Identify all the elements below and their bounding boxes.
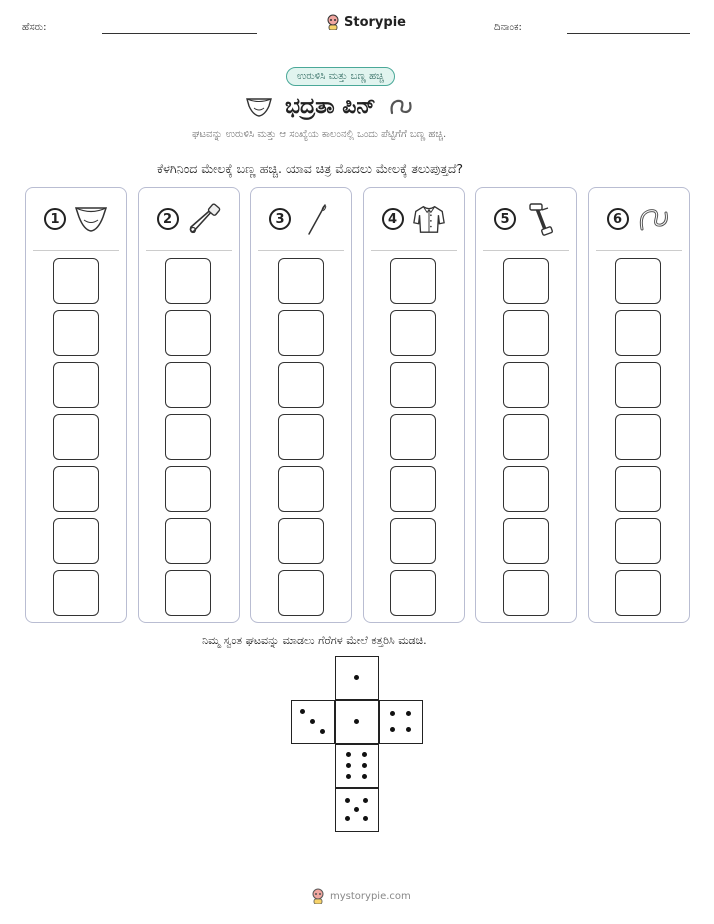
dice-pip [320, 729, 325, 734]
fold-instruction: ನಿಮ್ಮ ಸ್ವಂತ ಘಟವನ್ನು ಮಾಡಲು ಗೆರೆಗಳ ಮೇಲೆ ಕತ್ತರಿಸಿ ಮಡಚಿ. [202, 634, 427, 647]
dice-pip [300, 709, 305, 714]
color-box[interactable] [278, 518, 324, 564]
color-box[interactable] [503, 310, 549, 356]
column-number: 4 [382, 208, 404, 230]
column-divider [146, 250, 232, 251]
color-box[interactable] [615, 570, 661, 616]
color-box[interactable] [615, 362, 661, 408]
color-box[interactable] [390, 258, 436, 304]
column-divider [596, 250, 682, 251]
title-text: ಭದ್ರತಾ ಪಿನ್ [285, 94, 376, 119]
color-box[interactable] [615, 518, 661, 564]
dice-face [335, 700, 379, 744]
column-divider [33, 250, 119, 251]
color-box[interactable] [165, 414, 211, 460]
color-box[interactable] [165, 570, 211, 616]
name-line[interactable] [102, 33, 257, 34]
color-box[interactable] [390, 518, 436, 564]
safety-pin-icon [187, 202, 221, 236]
dice-pip [345, 798, 350, 803]
brand-logo [326, 14, 406, 30]
color-box[interactable] [615, 310, 661, 356]
color-box[interactable] [53, 362, 99, 408]
mascot-icon [326, 14, 340, 30]
column-3 [250, 187, 352, 623]
column-4 [363, 187, 465, 623]
question: ಕೆಳಗಿನಿಂದ ಮೇಲಕ್ಕೆ ಬಣ್ಣ ಹಚ್ಚಿ. ಯಾವ ಚಿತ್ರ ಮೊದಲು ಮೇಲಕ್ಕೆ ತಲುಪುತ್ತದೆ? [157, 161, 464, 176]
column-divider [483, 250, 569, 251]
brand-name: Storypie [344, 14, 406, 30]
mascot-icon [311, 888, 325, 904]
column-number: 1 [44, 208, 66, 230]
color-box[interactable] [503, 466, 549, 512]
needle-icon [299, 202, 333, 236]
dice-pip [390, 711, 395, 716]
color-box[interactable] [165, 362, 211, 408]
color-box[interactable] [390, 570, 436, 616]
color-box[interactable] [503, 570, 549, 616]
name-label: ಹೆಸರು: [22, 22, 47, 33]
dice-pip [362, 763, 367, 768]
dice-pip [362, 752, 367, 757]
dice-pip [406, 711, 411, 716]
date-label: ದಿನಾಂಕ: [494, 22, 522, 33]
color-box[interactable] [390, 362, 436, 408]
color-box[interactable] [390, 310, 436, 356]
column-header [26, 188, 126, 250]
page-title [245, 94, 414, 119]
column-2 [138, 187, 240, 623]
diaper-icon [74, 202, 108, 236]
column-header [476, 188, 576, 250]
clamp-icon [524, 202, 558, 236]
column-header [251, 188, 351, 250]
dice-pip [363, 798, 368, 803]
dice-pip [310, 719, 315, 724]
footer [311, 888, 411, 904]
dice-pip [346, 763, 351, 768]
color-box[interactable] [390, 414, 436, 460]
color-box[interactable] [503, 518, 549, 564]
shirt-icon [412, 202, 446, 236]
column-5 [475, 187, 577, 623]
column-1 [25, 187, 127, 623]
dice-face [335, 788, 379, 832]
color-box[interactable] [278, 310, 324, 356]
column-divider [371, 250, 457, 251]
dice-pip [346, 774, 351, 779]
color-box[interactable] [53, 570, 99, 616]
column-number: 2 [157, 208, 179, 230]
color-box[interactable] [165, 310, 211, 356]
color-box[interactable] [53, 310, 99, 356]
color-box[interactable] [278, 414, 324, 460]
color-box[interactable] [53, 258, 99, 304]
date-line[interactable] [567, 33, 690, 34]
color-box[interactable] [53, 466, 99, 512]
column-header [139, 188, 239, 250]
dice-face [335, 656, 379, 700]
dice-pip [345, 816, 350, 821]
color-box[interactable] [278, 466, 324, 512]
color-box[interactable] [615, 466, 661, 512]
column-6 [588, 187, 690, 623]
color-box[interactable] [165, 466, 211, 512]
color-box[interactable] [278, 362, 324, 408]
color-box[interactable] [165, 518, 211, 564]
subtitle: ಘಟವನ್ನು ಉರುಳಿಸಿ ಮತ್ತು ಆ ಸಂಖ್ಯೆಯ ಕಾಲಂನಲ್ಲಿ ಒಂದು ಪೆಟ್ಟಿಗೆಗೆ ಬಣ್ಣ ಹಚ್ಚಿ. [192, 129, 447, 140]
column-number: 3 [269, 208, 291, 230]
column-divider [258, 250, 344, 251]
hook-icon [637, 202, 671, 236]
color-box[interactable] [503, 258, 549, 304]
color-box[interactable] [53, 518, 99, 564]
dice-pip [362, 774, 367, 779]
hook-icon [388, 97, 414, 117]
color-box[interactable] [503, 414, 549, 460]
column-number: 6 [607, 208, 629, 230]
color-box[interactable] [53, 414, 99, 460]
color-box[interactable] [503, 362, 549, 408]
dice-pip [346, 752, 351, 757]
dice-pip [390, 727, 395, 732]
diaper-icon [245, 96, 273, 118]
color-box[interactable] [278, 570, 324, 616]
color-box[interactable] [278, 258, 324, 304]
column-header [589, 188, 689, 250]
color-box[interactable] [165, 258, 211, 304]
dice-face [379, 700, 423, 744]
dice-face [291, 700, 335, 744]
dice-pip [363, 816, 368, 821]
dice-pip [406, 727, 411, 732]
dice-face [335, 744, 379, 788]
dice-pip [354, 675, 359, 680]
column-header [364, 188, 464, 250]
column-number: 5 [494, 208, 516, 230]
color-box[interactable] [615, 414, 661, 460]
color-box[interactable] [390, 466, 436, 512]
footer-url: mystorypie.com [330, 890, 411, 902]
dice-pip [354, 807, 359, 812]
activity-pill: ಉರುಳಿಸಿ ಮತ್ತು ಬಣ್ಣ ಹಚ್ಚಿ [286, 67, 395, 86]
dice-pip [354, 719, 359, 724]
color-box[interactable] [615, 258, 661, 304]
